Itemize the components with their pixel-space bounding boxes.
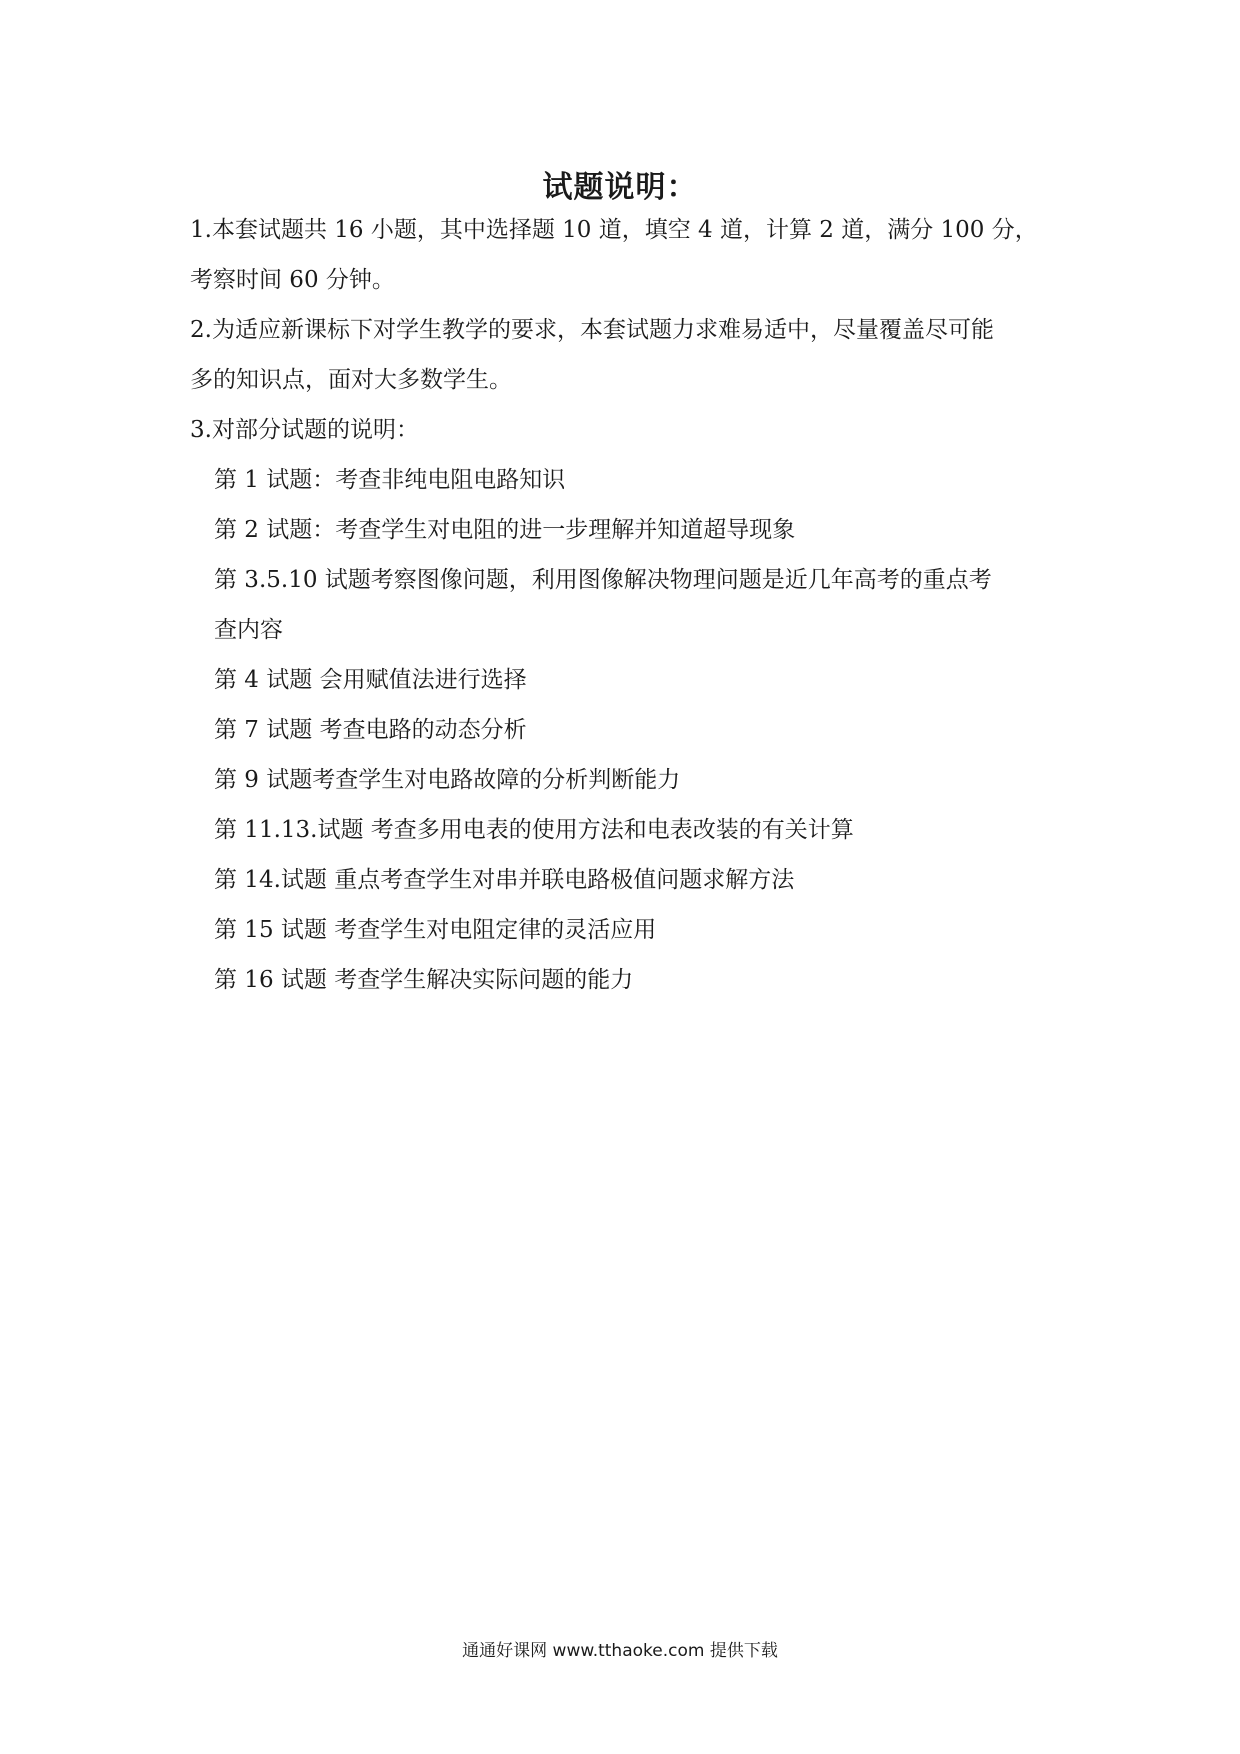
note-item: 第 2 试题：考查学生对电阻的进一步理解并知道超导现象 — [214, 517, 796, 543]
paragraph-line: 多的知识点，面对大多数学生。 — [190, 367, 512, 393]
footer-text: 通通好课网 www.tthaoke.com 提供下载 — [462, 1641, 778, 1661]
paragraph-3 — [190, 405, 419, 455]
note-item: 第 14.试题 重点考查学生对串并联电路极值问题求解方法 — [214, 867, 795, 893]
note-item: 第 4 试题 会用赋值法进行选择 — [214, 667, 527, 693]
paragraph-2 — [190, 305, 994, 405]
note-item: 查内容 — [214, 617, 283, 643]
note-item: 第 3.5.10 试题考察图像问题，利用图像解决物理问题是近几年高考的重点考 — [214, 567, 992, 593]
note-item: 第 7 试题 考查电路的动态分析 — [214, 717, 527, 743]
paragraph-line: 1.本套试题共 16 小题，其中选择题 10 道，填空 4 道，计算 2 道，满分 100 分， — [190, 217, 1038, 243]
paragraph-line: 2.为适应新课标下对学生教学的要求，本套试题力求难易适中，尽量覆盖尽可能 — [190, 317, 994, 343]
page-title: 试题说明： — [542, 170, 698, 205]
note-item: 第 1 试题：考查非纯电阻电路知识 — [214, 467, 566, 493]
paragraph-line: 3.对部分试题的说明： — [190, 417, 419, 443]
paragraph-1 — [190, 205, 1038, 305]
note-item: 第 16 试题 考查学生解决实际问题的能力 — [214, 967, 634, 993]
note-item: 第 9 试题考查学生对电路故障的分析判断能力 — [214, 767, 681, 793]
paragraph-line: 考察时间 60 分钟。 — [190, 267, 395, 293]
note-item: 第 11.13.试题 考查多用电表的使用方法和电表改装的有关计算 — [214, 817, 854, 843]
note-item: 第 15 试题 考查学生对电阻定律的灵活应用 — [214, 917, 657, 943]
